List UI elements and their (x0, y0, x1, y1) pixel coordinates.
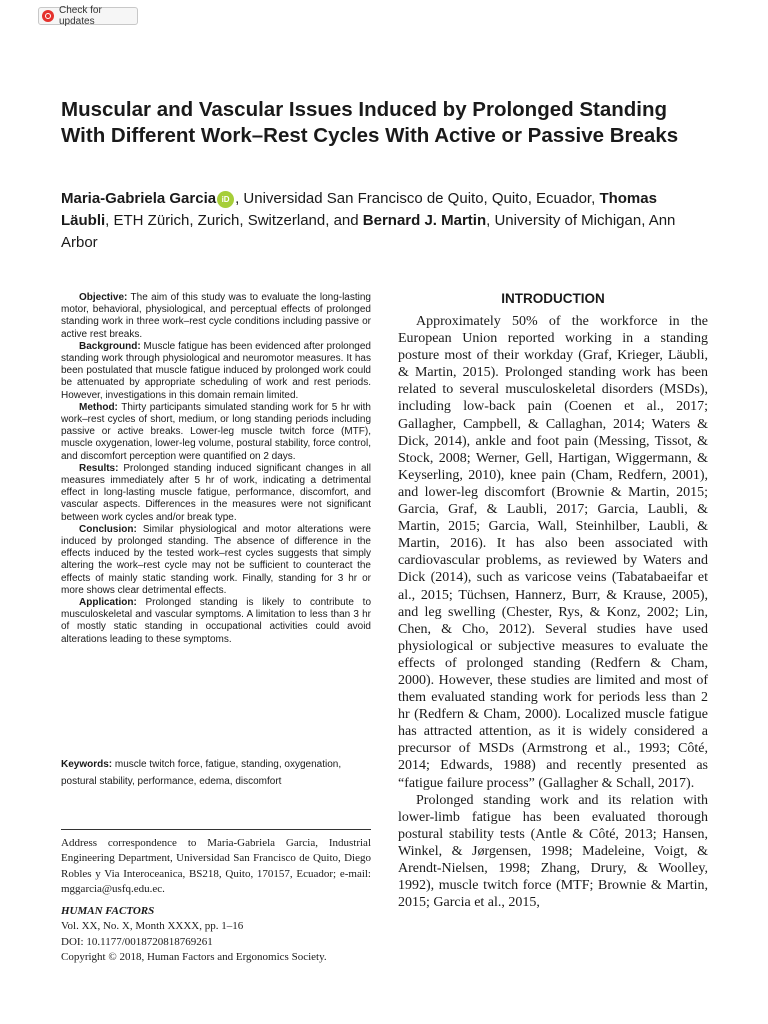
correspondence-address: Address correspondence to Maria-Gabriela Garcia, Industrial Engineering Department, Universidad San Francisco de Quito, Diego Robles y Via Interoceanica, BS218, Quito, 170157, Ecuador; e-mail: mggarcia@usfq.edu.ec. (61, 837, 371, 895)
introduction-paragraph: Prolonged standing work and its relation with lower-limb fatigue has been evaluated thorough postural stability tests (Antle & Côté, 2013; Hansen, Winkel, & Jørgensen, 1998; Madeleine, Voigt, & Arendt-Nielsen, 1998; Zhang, Drury, & Woolley, 1992), muscle twitch force (MTF; Brownie & Martin, 2015; Garcia et al., 2015, (398, 792, 708, 911)
abstract-objective-label: Objective: (79, 292, 128, 303)
author-list (61, 188, 701, 254)
check-for-updates-label: Check for updates (59, 5, 102, 27)
author-affiliation: , University of Michigan, Ann Arbor (61, 212, 676, 251)
journal-name: HUMAN FACTORS (61, 905, 155, 917)
keywords-label: Keywords: (61, 759, 113, 770)
abstract-method (61, 402, 371, 463)
keywords-text: muscle twitch force, fatigue, standing, oxygenation, postural stability, performance, edema, discomfort (61, 759, 342, 787)
abstract-application (61, 597, 371, 646)
journal-info (61, 904, 381, 965)
author-name: Bernard J. Martin (362, 212, 487, 229)
abstract-conclusion-text: Similar physiological and motor alterations were induced by prolonged standing. The absence of difference in the effects induced by the tested work–rest cycles suggests that simply altering the work–rest cycle may not be sufficient to counteract the effects of mainly static standing work. Finally, standing for 3 hr or more shows clear detrimental effects. (61, 523, 371, 596)
abstract-results-label: Results: (79, 462, 119, 474)
keywords (61, 756, 371, 790)
introduction-paragraph: Approximately 50% of the workforce in the European Union reported working in a standing posture most of their workday (Graf, Krieger, Läubli, & Martin, 2015). Prolonged standing work has been related to several musculoskeletal disorders (MSDs), including low-back pain (Coenen et al., 2017; Gallagher, Campbell, & Callaghan, 2014; Waters & Dick, 2014), ankle and foot pain (Messing, Tissot, & Stock, 2008; Werner, Gell, Hartigan, Wiggermann, & Keyserling, 2010), knee pain (Cham, Redfern, 2001), and lower-leg discomfort (Brownie & Martin, 2015; Garcia, Graf, & Laubli, 2017; Garcia, Laubli, & Martin, 2015; Garcia, Wall, Steinhilber, Laubli, & Martin, 2016). It has also been associated with cardiovascular problems, as reviewed by Waters and Dick (2014), such as varicose veins (Tabatabaeifar et al., 2015; Tüchsen, Hannerz, Burr, & Krause, 2005), and leg swelling (Chester, Rys, & Konz, 2002; Lin, Chen, & Cho, 2012). Several studies have used physiological or subjective measures to evaluate the effects of prolonged standing (Redfern & Cham, 2000). However, these studies are limited and most of them evaluated standing work for periods less than 2 hr (Redfern & Cham, 2000). Localized muscle fatigue has attracted attention, as it is widely considered a precursor of MSDs (Armstrong et al., 1993; Côté, 2014; Edwards, 1988) and recently presented as “fatigue failure process” (Gallagher & Schall, 2017). (398, 314, 708, 791)
abstract-application-text: Prolonged standing is likely to contribute to musculoskeletal and vascular symptoms. A limitation to less than 3 hr of mostly static standing in occupational activities could avoid alterations leading to these symptoms. (61, 597, 371, 645)
abstract-objective-text: The aim of this study was to evaluate the long-lasting motor, behavioral, physiological, and perceptual effects of prolonged standing work in three work–rest cycle conditions including passive or active rest breaks. (61, 292, 371, 340)
journal-copyright: Copyright © 2018, Human Factors and Ergonomics Society. (61, 950, 327, 963)
abstract-background-label: Background: (79, 340, 141, 352)
introduction-body (398, 313, 708, 911)
abstract-background (61, 341, 371, 402)
abstract (61, 292, 371, 646)
author-affiliation: , ETH Zürich, Zurich, Switzerland, and (105, 212, 363, 229)
abstract-objective (61, 292, 371, 341)
article-title: Muscular and Vascular Issues Induced by Prolonged Standing With Different Work–Rest Cycles With Active or Passive Breaks (61, 98, 679, 147)
abstract-application-label: Application: (79, 597, 137, 609)
orcid-icon[interactable]: iD (217, 191, 234, 208)
abstract-conclusion-label: Conclusion: (79, 523, 137, 535)
check-updates-icon (42, 10, 54, 22)
check-for-updates-button[interactable] (38, 7, 138, 25)
abstract-background-text: Muscle fatigue has been evidenced after prolonged standing work through physiological and neuromotor measures. It has been postulated that muscle fatigue induced by prolonged work could be attenuated by appropriate scheduling of work and rest periods. However, investigations in this domain remain limited. (61, 340, 371, 401)
author-name: Maria-Gabriela Garcia (61, 190, 217, 207)
introduction-heading: INTRODUCTION (501, 291, 605, 306)
journal-doi[interactable]: DOI: 10.1177/0018720818769261 (61, 935, 213, 948)
abstract-conclusion (61, 524, 371, 597)
abstract-results (61, 463, 371, 524)
abstract-method-label: Method: (79, 401, 118, 413)
abstract-results-text: Prolonged standing induced significant changes in all measures immediately after 5 hr of work, indicating a detrimental effect in long-lasting muscle fatigue, performance, discomfort, and vascular aspects. Differences in the measures were not significant between work cycles and/or break type. (61, 462, 371, 523)
footnote-divider (61, 829, 371, 830)
abstract-method-text: Thirty participants simulated standing work for 5 hr with work–rest cycles of short, medium, or long standing periods including passive or active breaks. Lower-leg muscle twitch force (MTF), muscle oxygenation, lower-leg volume, postural stability, force control, and discomfort perception were quantified on 2 days. (61, 401, 371, 462)
journal-volume: Vol. XX, No. X, Month XXXX, pp. 1–16 (61, 920, 244, 933)
author-name: Thomas Läubli (61, 190, 657, 229)
author-affiliation: , Universidad San Francisco de Quito, Quito, Ecuador, (235, 190, 600, 207)
